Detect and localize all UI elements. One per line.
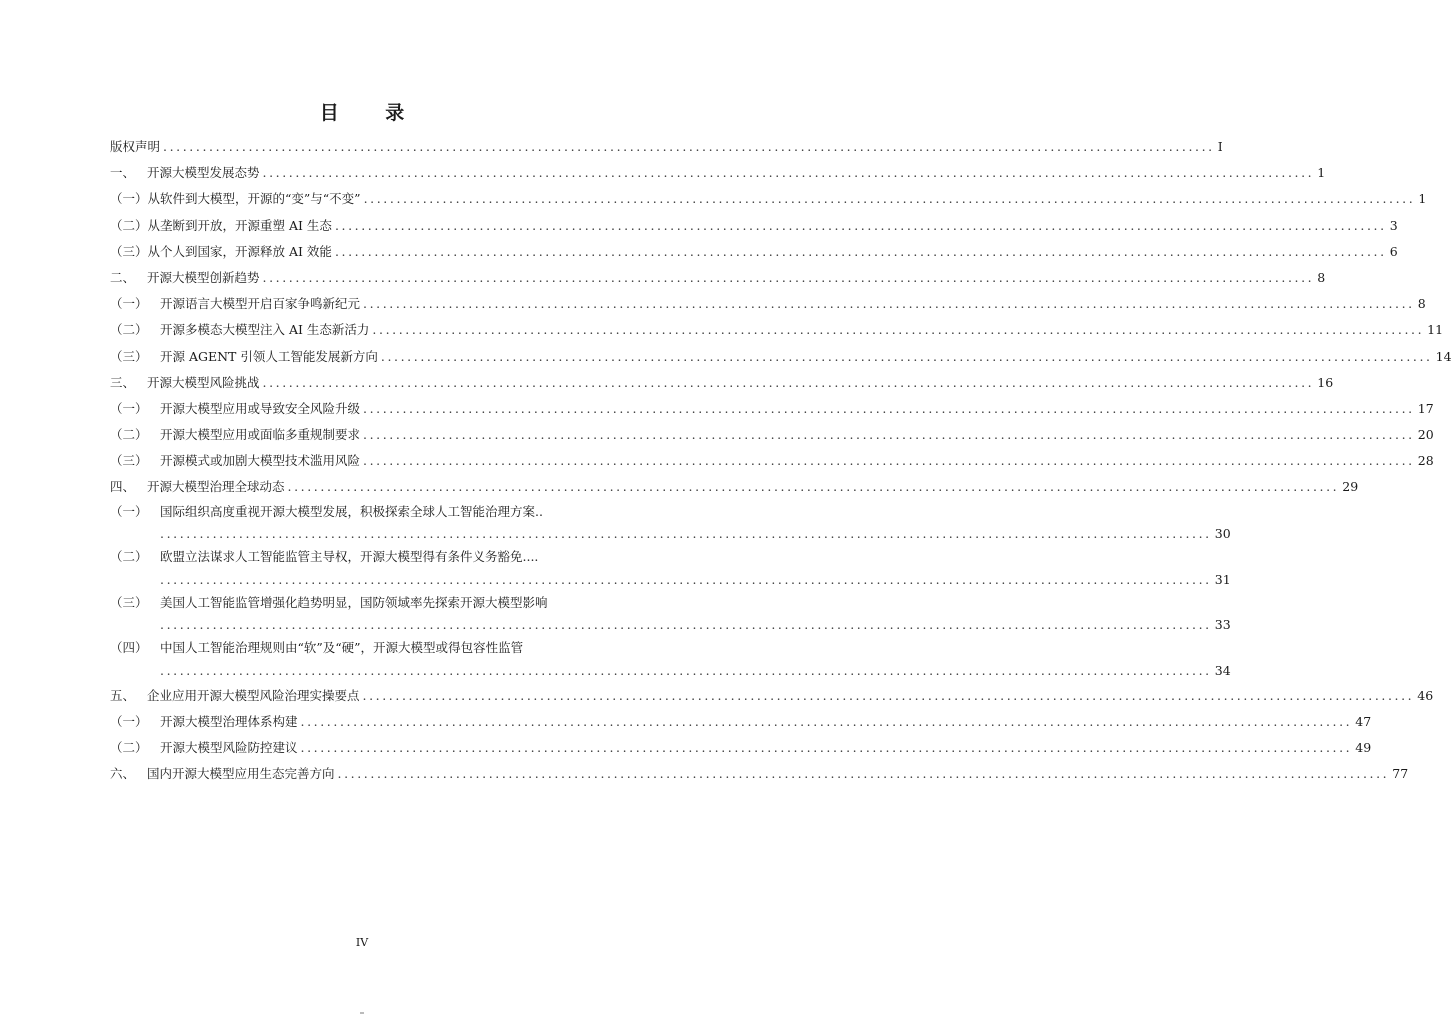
toc-page-number: 31 [1214,571,1231,587]
toc-entry-title: 版权声明 [110,139,161,154]
toc-entry-number: （三） [110,243,148,259]
toc-leader-dots: ................................................................................................................................................................ [363,400,1415,416]
toc-entry-chapter-5[interactable] [110,683,1434,709]
toc-entry-section-3-1[interactable] [110,396,1434,422]
toc-page-number: 29 [1342,479,1359,495]
toc-entry-title: 开源大模型风险防控建议 [160,740,298,755]
toc-entry-number: （一） [110,503,148,519]
toc-leader-dots: ................................................................................................................................................................ [334,217,1387,233]
toc-entry-title: 从垄断到开放，开源重塑 AI 生态 [147,217,332,233]
toc-entry-copyright[interactable] [110,134,1223,160]
toc-entry-section-3-3[interactable] [110,448,1434,474]
toc-entry-section-1-1[interactable] [110,186,1427,212]
toc-page-number: 28 [1417,453,1434,469]
toc-page-number: 6 [1389,243,1398,259]
toc-leader-dots: ................................................................................................................................................................ [362,687,1415,703]
toc-entry-number: （二） [110,549,148,565]
toc-entry-number: （三） [110,453,148,469]
toc-entry-title: 美国人工智能监管增强化趋势明显，国防领域率先探索开源大模型影响 [160,594,548,610]
toc-leader-dots: ................................................................................................................................................................ [363,191,1416,207]
bottom-mark [360,1012,364,1014]
toc-entry-number: （四） [110,640,148,656]
toc-leader-dots: ................................................................................................................................................................ [300,713,1353,729]
toc-entry-section-2-3[interactable] [110,344,1452,370]
toc-page-number: 8 [1317,269,1326,285]
toc-leader-dots: ................................................................................................................................................................ [300,740,1353,755]
toc-entry-number: 一、 [110,165,136,181]
toc-entry-title: 开源语言大模型开启百家争鸣新纪元 [160,296,361,312]
footer-page-number: IV [355,936,369,949]
toc-entry-section-3-2[interactable] [110,422,1434,448]
toc-page-number: 11 [1427,322,1444,338]
toc-leader-dots: ................................................................................................................................................................ [262,165,1315,181]
toc-entry-title: 开源大模型治理全球动态 [147,479,285,495]
toc-leader-dots: ................................................................................................................................................................ [363,427,1415,443]
toc-entry-section-4-3[interactable] [110,592,1231,638]
toc-entry-section-4-1[interactable] [110,501,1231,547]
toc-page-number: 46 [1417,687,1434,703]
toc-entry-section-1-3[interactable] [110,239,1398,265]
toc-entry-number: （一） [110,400,148,416]
toc-entry-section-5-2[interactable] [110,735,1372,761]
toc-leader-dots: ................................................................................................................................................................ [372,322,1425,338]
toc-page-number: 33 [1214,617,1231,633]
toc-entry-title: 国际组织高度重视开源大模型发展，积极探索全球人工智能治理方案.. [160,503,543,519]
toc-page-number: 77 [1392,766,1409,782]
page-title: 目 录 [319,102,425,124]
toc-entry-section-2-1[interactable] [110,291,1426,317]
toc-entry-title: 开源大模型治理体系构建 [160,713,298,729]
toc-page-number: 17 [1417,400,1434,416]
toc-entry-section-4-2[interactable] [110,546,1231,592]
table-of-contents [110,134,1452,787]
toc-entry-number: （二） [110,427,148,443]
toc-page-number: 3 [1389,217,1398,233]
toc-page-number: 16 [1317,374,1334,390]
toc-entry-title: 开源大模型发展态势 [147,165,260,181]
toc-leader-dots: ................................................................................................................................................................ [287,479,1340,495]
toc-leader-dots: ................................................................................................................................................................ [380,348,1433,364]
toc-entry-number: （一） [110,191,148,207]
toc-leader-dots: ................................................................................................................................................................ [160,571,1212,587]
toc-entry-title: 开源 AGENT 引领人工智能发展新方向 [160,348,378,364]
toc-entry-number: 四、 [110,479,136,495]
toc-entry-title: 从软件到大模型，开源的“变”与“不变” [147,191,361,207]
toc-entry-title: 开源大模型应用或面临多重规制要求 [160,427,361,443]
toc-entry-chapter-4[interactable] [110,474,1359,500]
toc-entry-number: （一） [110,296,148,312]
toc-entry-number: （一） [110,713,148,729]
toc-entry-number: 三、 [110,374,136,390]
toc-entry-title: 欧盟立法谋求人工智能监管主导权，开源大模型得有条件义务豁免.... [160,549,539,565]
toc-page-number: 49 [1355,740,1372,755]
toc-leader-dots: ................................................................................................................................................................ [160,526,1212,542]
toc-entry-title: 开源大模型风险挑战 [147,374,260,390]
toc-entry-title: 企业应用开源大模型风险治理实操要点 [147,687,360,703]
toc-page-number: 1 [1317,165,1326,181]
toc-leader-dots: ................................................................................................................................................................ [163,139,1215,154]
toc-entry-number: （三） [110,594,148,610]
toc-entry-title: 开源多模态大模型注入 AI 生态新活力 [160,322,370,338]
toc-entry-title: 从个人到国家，开源释放 AI 效能 [147,243,332,259]
toc-entry-number: （二） [110,217,148,233]
toc-entry-number: 六、 [110,766,136,782]
toc-entry-number: （二） [110,740,148,755]
toc-page-number: 20 [1417,427,1434,443]
toc-page-number: 8 [1417,296,1426,312]
toc-page-number: 47 [1355,713,1372,729]
toc-leader-dots: ................................................................................................................................................................ [160,662,1212,678]
toc-entry-section-1-2[interactable] [110,213,1398,239]
toc-entry-chapter-2[interactable] [110,265,1326,291]
toc-entry-section-5-1[interactable] [110,709,1372,735]
toc-page-number: 14 [1435,348,1452,364]
toc-entry-number: （三） [110,348,148,364]
toc-entry-title: 开源大模型应用或导致安全风险升级 [160,400,361,416]
toc-entry-chapter-3[interactable] [110,370,1334,396]
toc-entry-number: 五、 [110,687,136,703]
toc-entry-title: 中国人工智能治理规则由“软”及“硬”，开源大模型或得包容性监管 [160,640,524,656]
toc-leader-dots: ................................................................................................................................................................ [363,296,1415,312]
toc-entry-section-4-4[interactable] [110,637,1231,683]
toc-page-number: 30 [1214,526,1231,542]
toc-entry-section-2-2[interactable] [110,317,1444,343]
toc-entry-number: 二、 [110,269,136,285]
toc-page-number: 1 [1418,191,1427,207]
toc-page-number: I [1217,139,1223,154]
toc-entry-chapter-6[interactable] [110,761,1409,787]
toc-leader-dots: ................................................................................................................................................................ [262,269,1315,285]
toc-leader-dots: ................................................................................................................................................................ [337,766,1390,782]
toc-entry-number: （二） [110,322,148,338]
toc-leader-dots: ................................................................................................................................................................ [160,617,1212,633]
toc-entry-chapter-1[interactable] [110,160,1326,186]
toc-leader-dots: ................................................................................................................................................................ [262,374,1315,390]
toc-entry-title: 国内开源大模型应用生态完善方向 [147,766,335,782]
toc-page-number: 34 [1214,662,1231,678]
toc-entry-title: 开源大模型创新趋势 [147,269,260,285]
toc-leader-dots: ................................................................................................................................................................ [363,453,1415,469]
toc-entry-title: 开源模式或加剧大模型技术滥用风险 [160,453,361,469]
toc-leader-dots: ................................................................................................................................................................ [334,243,1387,259]
